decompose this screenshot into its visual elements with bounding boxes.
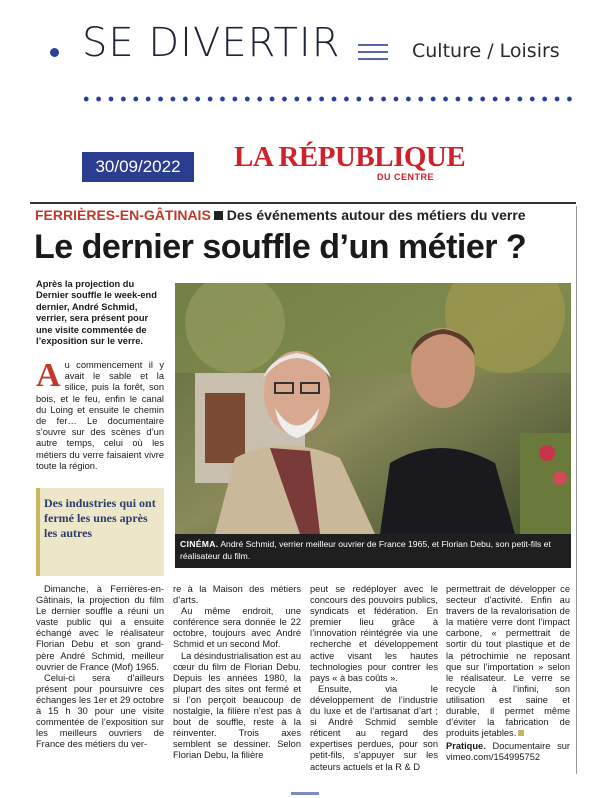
paragraph: Dimanche, à Ferrières-en-Gâtinais, la projection du film Le dernier souffle a réuni un vaste public qui a ensuite échangé avec le réalisateur Florian Debu et son grand-père André Schmid, meilleur ouvrier de France (Mof) 1965. bbox=[36, 584, 164, 672]
paragraph: Celui-ci sera d’ailleurs présent pour poursuivre ces échanges les 1er et 29 octobre à 15 h 30 pour une visite commentée de l’exposition sur les meilleurs ouvriers de France des métiers du ver- bbox=[36, 672, 164, 750]
bottom-mark bbox=[291, 792, 319, 795]
body-column-3 bbox=[310, 584, 438, 773]
headline: Le dernier souffle d’un métier ? bbox=[34, 228, 527, 266]
section-title: SE DIVERTIR bbox=[82, 20, 341, 66]
kicker-topic: Des événements autour des métiers du verre bbox=[226, 207, 526, 223]
intro-text: u commencement il y avait le sable et la silice, puis la forêt, son bois, et le feu, enfin le canal du Loing et ensuite le chemin de fer… Le documentaire s’ouvre sur des scènes d’un autre temps, celui où les métiers du verre faisaient vivre toute la région. bbox=[36, 360, 164, 471]
paragraph: La désindustrialisation est au cœur du film de Florian Debu. Depuis les années 1980, la plupart des sites ont fermé et si l’on perçoit beaucoup de nostalgie, la filière n’est pas à bout de souffle, reste à la réinventer. Trois axes semblent se dessiner. Selon Florian Debu, la filière bbox=[173, 650, 301, 761]
paragraph: Ensuite, via le développement de l’industrie du luxe et de l’artisanat d’art ; si André Schmid semble réticent au regard des expertises perdues, pour son petit-fils, s’appuyer sur les acteurs actuels et la R & D bbox=[310, 683, 438, 772]
body-column-2 bbox=[173, 584, 301, 762]
section-subtitle: Culture / Loisirs bbox=[412, 40, 560, 62]
date-badge: 30/09/2022 bbox=[82, 152, 194, 182]
paragraph-text: permettrait de développer ce secteur d’activité. Enfin au travers de la revalorisation de la matière verre dont l’impact carbone, « permettrait de sortir du tout plastique et de la pétrochimie ne reposant que sur l’importation » selon le réalisateur. Le verre se recycle à l’infini, son utilisation est saine et durable, il permet même d’éviter la fabrication de produits jetables. bbox=[446, 584, 570, 739]
column-rule bbox=[576, 206, 577, 774]
body-column-1 bbox=[36, 584, 164, 750]
pratique-label: Pratique. bbox=[446, 741, 486, 752]
newspaper-logo bbox=[234, 141, 466, 188]
paragraph: re à la Maison des métiers d’arts. bbox=[173, 584, 301, 606]
article-photo bbox=[175, 283, 571, 534]
kicker bbox=[35, 207, 526, 223]
intro-paragraph bbox=[36, 357, 164, 472]
menu-icon bbox=[358, 44, 388, 65]
square-icon bbox=[214, 211, 223, 220]
paragraph: peut se redéployer avec le concours des pouvoirs publics, syndicats et fédération. En premier lieu grâce à l’innovation réintégrée via une recherche et développement active visant les hautes technologies pour contrer les pays « à bas coûts ». bbox=[310, 584, 438, 683]
pull-quote: Des industries qui ont fermé les unes après les autres bbox=[44, 496, 156, 540]
top-rule bbox=[30, 202, 576, 204]
pratique-text: Documentaire sur vimeo.com/154995752 bbox=[446, 741, 570, 763]
bullet-dot bbox=[50, 48, 59, 57]
body-column-4 bbox=[446, 584, 570, 764]
drop-cap: A bbox=[36, 357, 61, 394]
paragraph: Au même endroit, une conférence sera donnée le 22 octobre, toujours avec André Schmid et un second Mof. bbox=[173, 606, 301, 650]
kicker-location: FERRIÈRES-EN-GÂTINAIS bbox=[35, 207, 211, 223]
logo-subtitle: DU CENTRE bbox=[376, 172, 434, 182]
logo-title: LA RÉPUBLIQUE bbox=[234, 141, 466, 173]
end-mark-icon bbox=[518, 730, 524, 736]
caption-label: CINÉMA. bbox=[180, 539, 219, 549]
chapo: Après la projection du Dernier souffle le week-end dernier, André Schmid, verrier, sera présent pour une visite commentée de l’exposition sur le verre. bbox=[36, 279, 157, 347]
pratique-note bbox=[446, 741, 570, 763]
dotted-divider bbox=[80, 96, 572, 102]
caption-text: André Schmid, verrier meilleur ouvrier de France 1965, et Florian Debu, son petit-fils et réalisateur du film. bbox=[180, 539, 551, 561]
photo-caption bbox=[180, 538, 566, 562]
paragraph bbox=[446, 584, 570, 739]
